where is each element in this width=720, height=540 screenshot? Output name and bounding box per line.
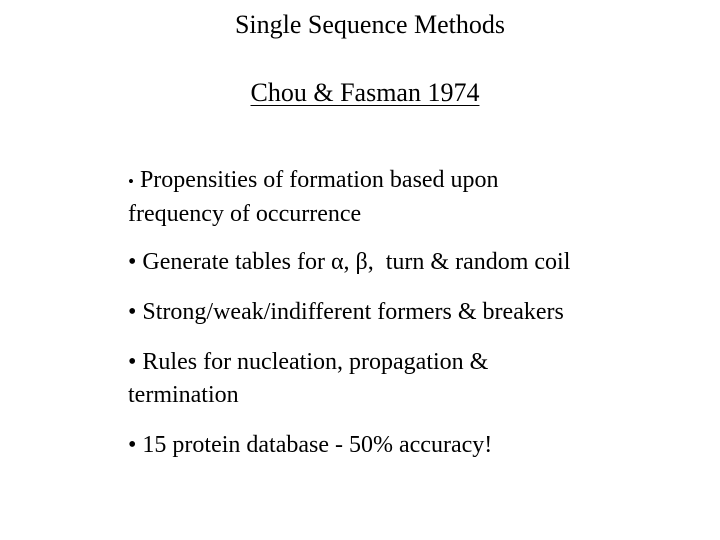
slide-title: Single Sequence Methods bbox=[234, 10, 506, 39]
bullet-marker: • bbox=[128, 349, 137, 375]
bullet-item-propensities bbox=[128, 164, 499, 231]
bullet-line bbox=[128, 346, 488, 379]
bullet-marker: • bbox=[128, 299, 137, 325]
bullet-continuation: frequency of occurrence bbox=[128, 201, 362, 227]
bullet-text: Propensities of formation based upon bbox=[139, 167, 499, 193]
bullet-line bbox=[128, 164, 499, 198]
bullet-item-generate-tables bbox=[128, 246, 570, 279]
bullet-marker: • bbox=[128, 249, 137, 275]
bullet-item-rules bbox=[128, 346, 488, 412]
bullet-item-formers-breakers bbox=[128, 296, 564, 329]
bullet-text: Generate tables for α, β, turn & random coil bbox=[142, 249, 571, 275]
bullet-marker: • bbox=[128, 432, 137, 458]
bullet-marker: • bbox=[128, 172, 134, 191]
bullet-line bbox=[128, 429, 492, 462]
bullet-text: 15 protein database - 50% accuracy! bbox=[142, 432, 493, 458]
bullet-text: Rules for nucleation, propagation & bbox=[142, 349, 489, 375]
bullet-text: Strong/weak/indifferent formers & breakers bbox=[142, 299, 564, 325]
bullet-line bbox=[128, 246, 570, 279]
slide-subtitle bbox=[0, 76, 720, 110]
subtitle-text: Chou & Fasman 1974 bbox=[250, 78, 480, 107]
bullet-item-database-accuracy bbox=[128, 429, 492, 462]
bullet-continuation: termination bbox=[128, 382, 239, 408]
bullet-line bbox=[128, 296, 564, 329]
